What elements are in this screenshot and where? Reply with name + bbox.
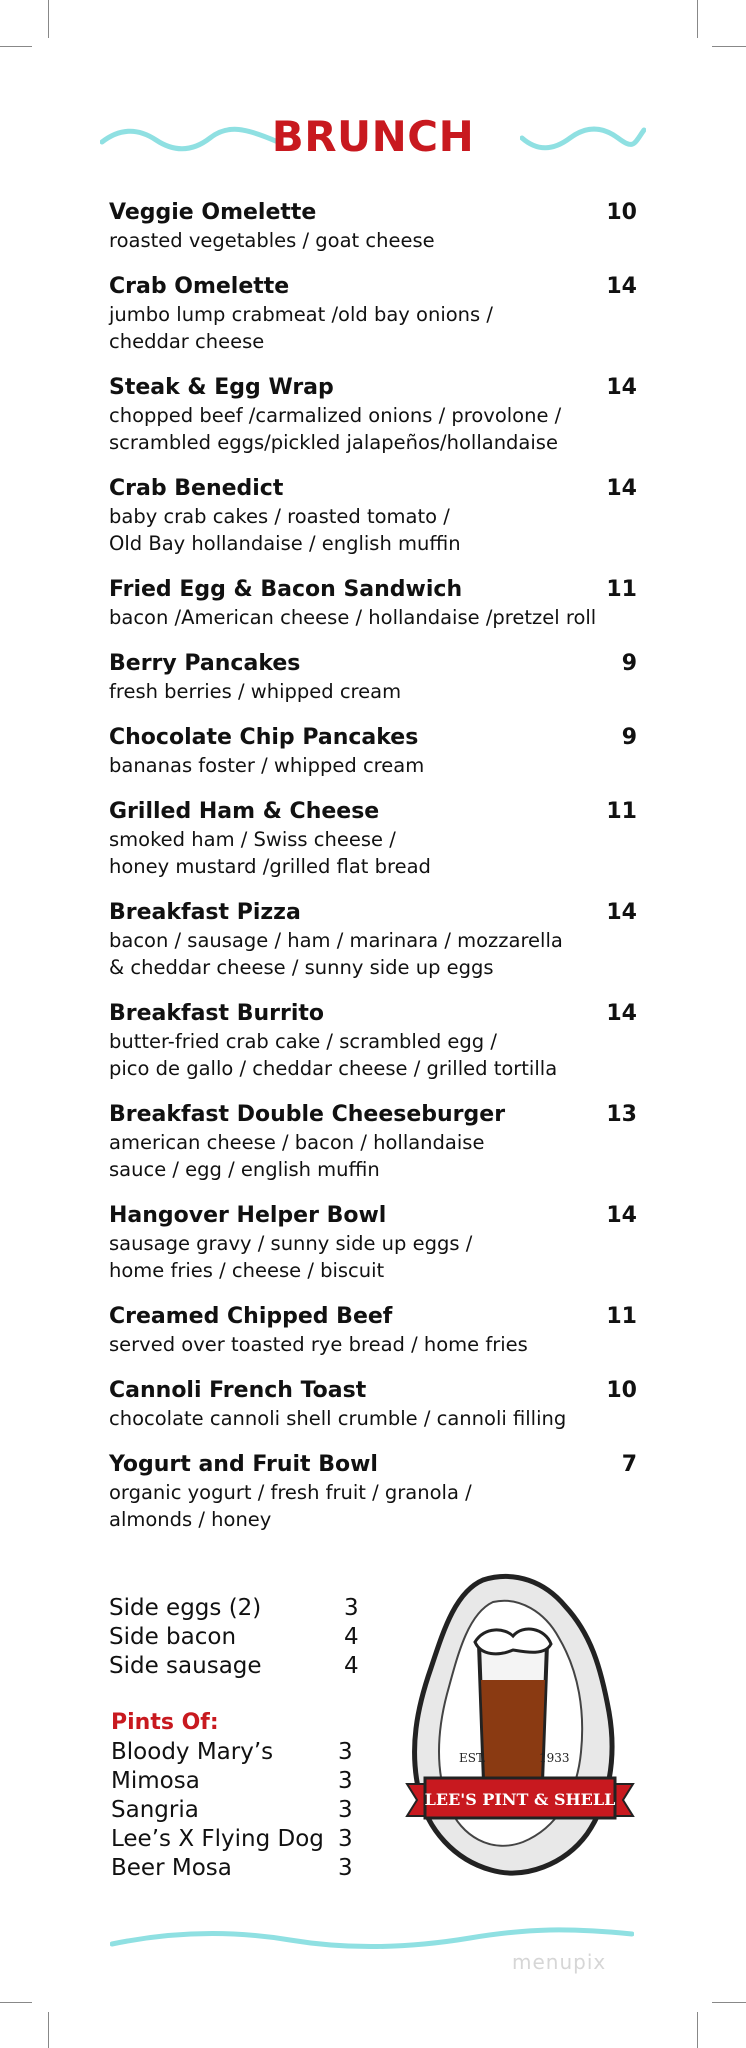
menu-item-name: Yogurt and Fruit Bowl <box>109 1452 378 1477</box>
menu-item-price: 9 <box>621 651 637 676</box>
pint-item-name: Sangria <box>111 1797 199 1823</box>
menu-item-name: Berry Pancakes <box>109 651 301 676</box>
pint-item-name: Mimosa <box>111 1768 200 1794</box>
menu-header <box>0 100 746 180</box>
watermark: menupix <box>512 1950 607 1974</box>
menu-item-description: bacon / sausage / ham / marinara / mozzarella & cheddar cheese / sunny side up eggs <box>109 929 563 979</box>
menu-item-description: smoked ham / Swiss cheese / honey mustard /grilled flat bread <box>109 828 431 878</box>
crop-mark <box>0 46 32 47</box>
sides-list <box>109 1594 369 1681</box>
menu-item-name: Breakfast Double Cheeseburger <box>109 1102 506 1127</box>
menu-item-description: served over toasted rye bread / home fries <box>109 1333 528 1356</box>
menu-item <box>109 575 637 631</box>
menu-item <box>109 1201 637 1284</box>
menu-item-name: Fried Egg & Bacon Sandwich <box>109 577 463 602</box>
menu-item <box>109 1450 637 1533</box>
menu-item-description: baby crab cakes / roasted tomato / Old Bay hollandaise / english muffin <box>109 505 461 555</box>
menu-item-price: 14 <box>606 274 637 299</box>
crop-mark <box>697 2012 698 2048</box>
menu-item-name: Steak & Egg Wrap <box>109 375 334 400</box>
pint-item-price: 3 <box>338 1797 353 1823</box>
menu-item-price: 14 <box>606 1203 637 1228</box>
menu-item-description: bacon /American cheese / hollandaise /pretzel roll <box>109 606 597 629</box>
side-item-price: 4 <box>344 1653 359 1679</box>
crop-mark <box>712 46 746 47</box>
menu-item-name: Cannoli French Toast <box>109 1378 367 1403</box>
side-item <box>109 1594 369 1623</box>
menu-item-list <box>109 198 637 1551</box>
pint-item <box>111 1738 371 1767</box>
pint-item-price: 3 <box>338 1826 353 1852</box>
menu-item-price: 11 <box>606 577 637 602</box>
side-item-name: Side bacon <box>109 1624 237 1650</box>
menu-item-description: roasted vegetables / goat cheese <box>109 229 435 252</box>
menu-item-name: Crab Benedict <box>109 476 284 501</box>
crop-mark <box>48 2012 49 2048</box>
menu-item-price: 7 <box>621 1452 637 1477</box>
side-item <box>109 1652 369 1681</box>
side-item-price: 3 <box>344 1595 359 1621</box>
menu-item-price: 11 <box>606 1304 637 1329</box>
menu-item-price: 10 <box>606 1378 637 1403</box>
menu-item-description: fresh berries / whipped cream <box>109 680 402 703</box>
menu-item <box>109 373 637 456</box>
logo-year-text: 1933 <box>539 1751 570 1765</box>
pint-item <box>111 1825 371 1854</box>
menu-item-description: butter-fried crab cake / scrambled egg / pico de gallo / cheddar cheese / grilled tortilla <box>109 1030 558 1080</box>
menu-item-name: Hangover Helper Bowl <box>109 1203 387 1228</box>
pints-heading: Pints Of: <box>111 1710 219 1735</box>
menu-item <box>109 1302 637 1358</box>
menu-item-description: chocolate cannoli shell crumble / cannoli filling <box>109 1407 567 1430</box>
menu-item-price: 14 <box>606 900 637 925</box>
menu-item-price: 10 <box>606 200 637 225</box>
crop-mark <box>697 0 698 38</box>
menu-item-name: Breakfast Pizza <box>109 900 301 925</box>
menu-item-description: organic yogurt / fresh fruit / granola / almonds / honey <box>109 1481 472 1531</box>
pint-item <box>111 1796 371 1825</box>
crop-mark <box>48 0 49 38</box>
side-item-name: Side eggs (2) <box>109 1595 262 1621</box>
menu-item <box>109 198 637 254</box>
menu-item-price: 11 <box>606 799 637 824</box>
menu-item-description: sausage gravy / sunny side up eggs / home fries / cheese / biscuit <box>109 1232 473 1282</box>
menu-item-price: 14 <box>606 1001 637 1026</box>
pint-item-price: 3 <box>338 1739 353 1765</box>
menu-item-name: Veggie Omelette <box>109 200 317 225</box>
menu-item-description: chopped beef /carmalized onions / provolone / scrambled eggs/pickled jalapeños/hollandaise <box>109 404 562 454</box>
menu-item-price: 13 <box>606 1102 637 1127</box>
menu-item-name: Creamed Chipped Beef <box>109 1304 393 1329</box>
pint-item-price: 3 <box>338 1855 353 1881</box>
menu-item-price: 14 <box>606 476 637 501</box>
menu-item-name: Grilled Ham & Cheese <box>109 799 380 824</box>
menu-item-name: Breakfast Burrito <box>109 1001 325 1026</box>
menu-item <box>109 1376 637 1432</box>
side-item-price: 4 <box>344 1624 359 1650</box>
logo-est-text: EST. <box>459 1751 487 1765</box>
menu-item <box>109 797 637 880</box>
pint-item-name: Bloody Mary’s <box>111 1739 274 1765</box>
menu-item <box>109 1100 637 1183</box>
crop-mark <box>712 2002 746 2003</box>
menu-item-description: jumbo lump crabmeat /old bay onions / cheddar cheese <box>109 303 493 353</box>
menu-item-description: bananas foster / whipped cream <box>109 754 425 777</box>
pint-item-name: Lee’s X Flying Dog <box>111 1826 324 1852</box>
wave-decoration-icon <box>110 1922 634 1952</box>
menu-item-name: Chocolate Chip Pancakes <box>109 725 419 750</box>
oyster-beer-logo-icon <box>395 1572 645 1882</box>
pint-item <box>111 1767 371 1796</box>
wave-decoration-icon <box>520 124 646 154</box>
menu-item <box>109 649 637 705</box>
menu-item-price: 14 <box>606 375 637 400</box>
pint-item-name: Beer Mosa <box>111 1855 232 1881</box>
pint-item <box>111 1854 371 1883</box>
menu-item <box>109 474 637 557</box>
menu-item-description: american cheese / bacon / hollandaise sauce / egg / english muffin <box>109 1131 485 1181</box>
crop-mark <box>0 2002 32 2003</box>
menu-item-name: Crab Omelette <box>109 274 290 299</box>
menu-item <box>109 272 637 355</box>
menu-item <box>109 723 637 779</box>
menu-item-price: 9 <box>621 725 637 750</box>
side-item <box>109 1623 369 1652</box>
logo-name-text: LEE'S PINT & SHELL <box>424 1790 616 1809</box>
pint-item-price: 3 <box>338 1768 353 1794</box>
page-title: BRUNCH <box>271 112 475 161</box>
menu-item <box>109 898 637 981</box>
pints-list <box>111 1738 371 1883</box>
side-item-name: Side sausage <box>109 1653 262 1679</box>
menu-item <box>109 999 637 1082</box>
